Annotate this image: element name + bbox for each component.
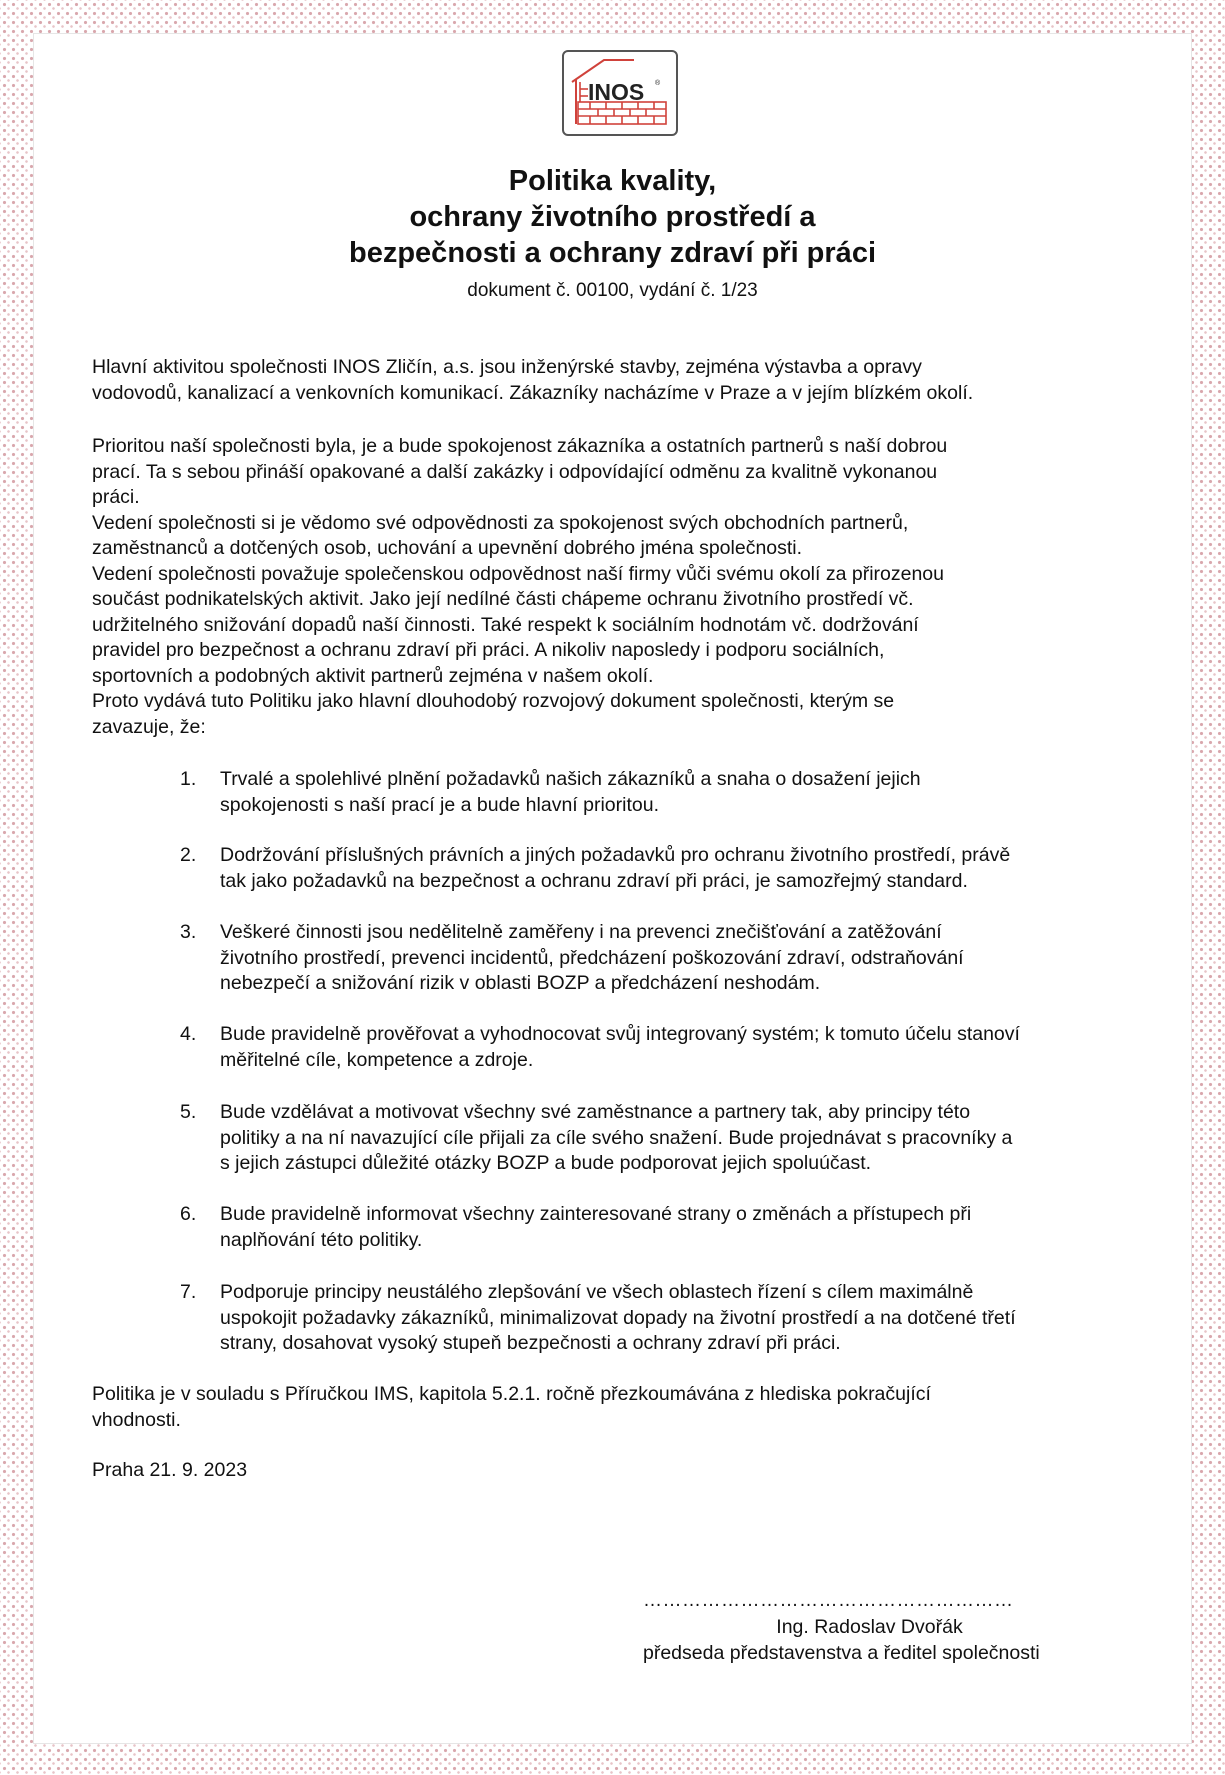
list-item-number: 5. (180, 1101, 197, 1123)
body-paragraph (92, 434, 1132, 740)
text-line: s jejich zástupci důležité otázky BOZP a bude podporovat jejich spoluúčast. (220, 1152, 872, 1174)
text-line: Proto vydává tuto Politiku jako hlavní dlouhodobý rozvojový dokument společnosti, kterým se (92, 690, 895, 712)
list-item-number: 2. (180, 844, 197, 866)
text-line: pravidel pro bezpečnost a ochranu zdraví při práci. A nikoliv naposledy i podporu sociálních, (92, 639, 885, 661)
text-line: Prioritou naší společnosti byla, je a bude spokojenost zákazníka a ostatních partnerů s naší dobrou (92, 435, 948, 457)
registered-mark: ® (655, 80, 661, 87)
text-line: životního prostředí, prevenci incidentů, předcházení poškozování zdraví, odstraňování (220, 946, 964, 969)
text-line: Podporuje principy neustálého zlepšování ve všech oblastech řízení s cílem maximálně (220, 1281, 974, 1303)
text-line: sportovních a podobných aktivit partnerů zejména v našem okolí. (92, 664, 654, 687)
title-line-2: ochrany životního prostředí a (409, 201, 816, 233)
company-logo (562, 50, 678, 136)
list-item (220, 1280, 1150, 1357)
title-line-3: bezpečnosti a ochrany zdraví při práci (349, 237, 876, 269)
text-line: měřitelné cíle, kompetence a zdroje. (220, 1048, 534, 1071)
text-line: Hlavní aktivitou společnosti INOS Zličín, a.s. jsou inženýrské stavby, zejména výstavba a opravy (92, 356, 922, 378)
text-line: strany, dosahovat vysoký stupeň bezpečnosti a ochrany zdraví při práci. (220, 1332, 841, 1354)
list-item (220, 1022, 1150, 1073)
list-item (220, 920, 1150, 997)
text-line: součást podnikatelských aktivit. Jako její nedílné části chápeme ochranu životního prostředí vč. (92, 588, 914, 610)
place-date (92, 1458, 1132, 1484)
list-item (220, 767, 1150, 818)
list-item (220, 1100, 1150, 1177)
text-line: spokojenosti s naší prací je a bude hlavní prioritou. (220, 793, 660, 816)
logo-text: INOS (588, 79, 645, 105)
list-item (220, 1202, 1150, 1253)
text-line: vhodnosti. (92, 1408, 181, 1431)
text-line: naplňování této politiky. (220, 1228, 423, 1251)
text-line: Politika je v souladu s Příručkou IMS, kapitola 5.2.1. ročně přezkoumávána z hlediska pokračující (92, 1383, 931, 1405)
text-line: Bude pravidelně prověřovat a vyhodnocovat svůj integrovaný systém; k tomuto účelu stanoví (220, 1023, 1020, 1045)
text-line: udržitelného snižování dopadů naší činnosti. Také respekt k sociálním hodnotám vč. dodržování (92, 613, 919, 636)
intro-paragraph (92, 355, 1132, 406)
text-line: Vedení společnosti považuje společenskou odpovědnost naší firmy vůči svému okolí za přirozenou (92, 562, 944, 585)
house-brick-logo-icon (564, 52, 676, 134)
page-title (0, 163, 1225, 271)
list-item-number: 3. (180, 921, 197, 943)
list-item (220, 843, 1150, 894)
text-line: politiky a na ní navazující cíle přijali za cíle svého snažení. Bude projednávat s pracovníky a (220, 1126, 1013, 1149)
text-line: Veškeré činnosti jsou nedělitelně zaměřeny i na prevenci znečišťování a zatěžování (220, 921, 942, 943)
text-line: nebezpečí a snižování rizik v oblasti BOZP a předcházení neshodám. (220, 972, 821, 994)
text-line: Bude vzdělávat a motivovat všechny své zaměstnance a partnery tak, aby principy této (220, 1101, 971, 1123)
list-item-number: 7. (180, 1281, 197, 1303)
text-line: Dodržování příslušných právních a jiných požadavků pro ochranu životního prostředí, právě (220, 844, 1011, 866)
text-line: prací. Ta s sebou přináší opakované a další zakázky i odpovídající odměnu za kvalitně vykonanou (92, 460, 938, 483)
signatory-role: předseda představenstva a ředitel společnosti (643, 1642, 1040, 1664)
title-line-1: Politika kvality, (508, 165, 717, 197)
signatory-name: Ing. Radoslav Dvořák (776, 1616, 963, 1638)
text-line: zaměstnanců a dotčených osob, uchování a upevnění dobrého jména společnosti. (92, 537, 803, 559)
text-line: uspokojit požadavky zákazníků, minimalizovat dopady na životní prostředí a na dotčené třetí (220, 1306, 1016, 1329)
text-line: Bude pravidelně informovat všechny zainteresované strany o změnách a přístupech při (220, 1203, 972, 1225)
text-line: zavazuje, že: (92, 715, 206, 738)
text-line: práci. (92, 486, 140, 508)
text-line: Trvalé a spolehlivé plnění požadavků našich zákazníků a snaha o dosažení jejich (220, 768, 921, 790)
list-item-number: 1. (180, 768, 197, 790)
closing-paragraph (92, 1382, 1132, 1433)
text-line: vodovodů, kanalizací a venkovních komunikací. Zákazníky nacházíme v Praze a v jejím blízkém okolí. (92, 381, 974, 404)
list-item-number: 6. (180, 1203, 197, 1225)
text-line: Praha 21. 9. 2023 (92, 1459, 248, 1481)
document-number: dokument č. 00100, vydání č. 1/23 (467, 280, 758, 301)
list-item-number: 4. (180, 1023, 197, 1045)
text-line: Vedení společnosti si je vědomo své odpovědnosti za spokojenost svých obchodních partnerů, (92, 511, 909, 534)
signature-line: ………………………………………………… (643, 1590, 1014, 1611)
text-line: tak jako požadavků na bezpečnost a ochranu zdraví při práci, je samozřejmý standard. (220, 869, 968, 892)
